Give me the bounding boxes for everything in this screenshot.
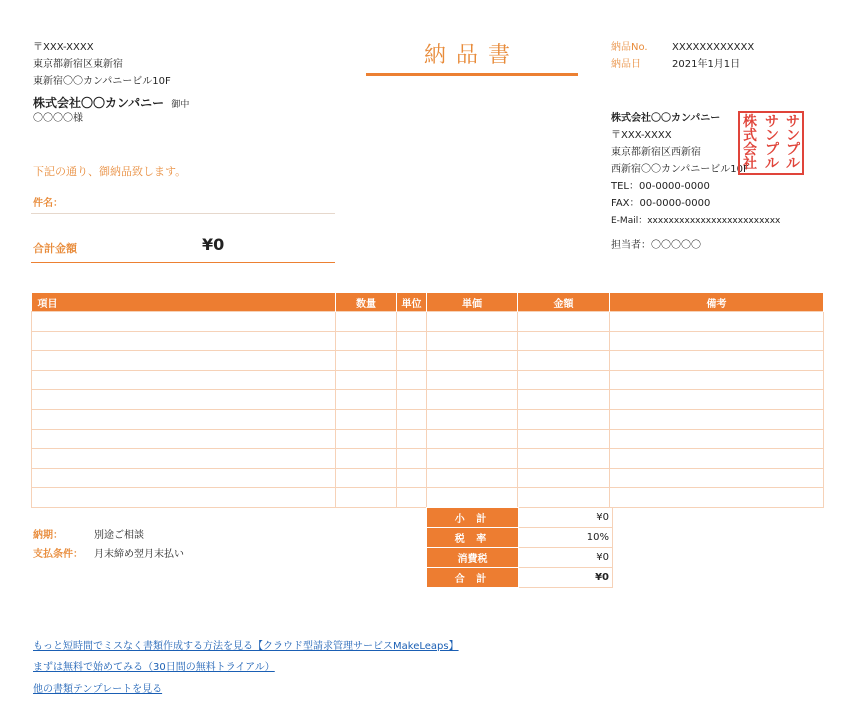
- header-item: 項目: [32, 293, 336, 312]
- table-cell: [397, 468, 427, 488]
- table-cell: [427, 312, 518, 332]
- table-cell: [336, 488, 397, 508]
- header-amount: 金額: [518, 293, 610, 312]
- table-cell: [336, 449, 397, 469]
- table-cell: [610, 390, 824, 410]
- table-cell: [518, 351, 610, 371]
- table-cell: [32, 468, 336, 488]
- table-cell: [32, 488, 336, 508]
- subject-divider: [31, 213, 335, 214]
- title-underline: [366, 73, 578, 76]
- sender-address1: 東京都新宿区西新宿: [611, 147, 701, 158]
- table-cell: [427, 429, 518, 449]
- table-cell: [427, 370, 518, 390]
- grand-total-label: 合 計: [427, 568, 519, 588]
- table-cell: [397, 370, 427, 390]
- sender-contact: 担当者：〇〇〇〇〇: [611, 240, 701, 251]
- recipient-postal: 〒XXX-XXXX: [33, 42, 94, 53]
- table-row: [32, 370, 824, 390]
- payment-term-label: 支払条件：: [33, 549, 83, 560]
- seal-col-3: 株 式 会 社: [743, 114, 757, 172]
- table-row: [32, 409, 824, 429]
- table-cell: [397, 409, 427, 429]
- sender-company: 株式会社〇〇カンパニー: [611, 113, 721, 124]
- sender-postal: 〒XXX-XXXX: [611, 130, 672, 141]
- header-unit: 単位: [397, 293, 427, 312]
- header-quantity: 数量: [336, 293, 397, 312]
- table-cell: [427, 331, 518, 351]
- table-cell: [518, 370, 610, 390]
- header-unit-price: 単価: [427, 293, 518, 312]
- recipient-address2: 東新宿〇〇カンパニービル10F: [33, 76, 171, 87]
- table-cell: [336, 331, 397, 351]
- delivery-date-value: 2021年1月1日: [672, 59, 741, 70]
- table-cell: [610, 409, 824, 429]
- subtotal-label: 小 計: [427, 508, 519, 528]
- table-cell: [518, 331, 610, 351]
- table-cell: [336, 312, 397, 332]
- table-cell: [336, 370, 397, 390]
- table-cell: [336, 351, 397, 371]
- table-row: [32, 429, 824, 449]
- other-templates-link[interactable]: 他の書類テンプレートを見る: [33, 684, 163, 695]
- delivery-term-value: 別途ご相談: [94, 530, 144, 541]
- table-cell: [32, 370, 336, 390]
- table-cell: [397, 390, 427, 410]
- intro-text: 下記の通り、御納品致します。: [33, 165, 187, 178]
- table-cell: [427, 390, 518, 410]
- table-cell: [518, 449, 610, 469]
- items-header-row: [32, 293, 824, 312]
- table-cell: [610, 468, 824, 488]
- header-remarks: 備考: [610, 293, 824, 312]
- table-cell: [610, 312, 824, 332]
- sender-tel: TEL：00-0000-0000: [611, 181, 710, 192]
- table-cell: [518, 409, 610, 429]
- table-cell: [336, 468, 397, 488]
- table-cell: [610, 351, 824, 371]
- total-label: 合計金額: [33, 242, 77, 255]
- table-cell: [518, 312, 610, 332]
- table-cell: [32, 429, 336, 449]
- table-row: [32, 488, 824, 508]
- table-cell: [427, 488, 518, 508]
- table-cell: [427, 468, 518, 488]
- makeleaps-link[interactable]: もっと短時間でミスなく書類作成する方法を見る【クラウド型請求管理サービスMakeLeaps】: [33, 641, 459, 652]
- table-row: [32, 312, 824, 332]
- table-cell: [32, 351, 336, 371]
- free-trial-link[interactable]: まずは無料で始めてみる（30日間の無料トライアル）: [33, 662, 275, 673]
- delivery-term-label: 納期：: [33, 530, 63, 541]
- table-cell: [427, 409, 518, 429]
- table-cell: [32, 449, 336, 469]
- tax-value: ¥0: [519, 548, 613, 568]
- subtotal-value: ¥0: [519, 508, 613, 528]
- seal-col-2: サ ン プ ル: [765, 114, 779, 172]
- table-cell: [427, 351, 518, 371]
- total-divider: [31, 262, 335, 263]
- subject-label: 件名：: [33, 198, 63, 209]
- delivery-date-label: 納品日: [611, 59, 641, 70]
- table-cell: [32, 390, 336, 410]
- delivery-no-label: 納品No.: [611, 42, 648, 53]
- delivery-no-value: XXXXXXXXXXXX: [672, 42, 755, 53]
- table-cell: [518, 468, 610, 488]
- table-cell: [610, 370, 824, 390]
- table-cell: [610, 331, 824, 351]
- recipient-honorific: 御中: [171, 100, 190, 110]
- table-cell: [610, 449, 824, 469]
- table-row: [32, 331, 824, 351]
- table-cell: [397, 351, 427, 371]
- table-row: [32, 351, 824, 371]
- table-cell: [610, 488, 824, 508]
- recipient-company: 株式会社〇〇カンパニー: [33, 96, 165, 110]
- table-cell: [397, 449, 427, 469]
- table-cell: [610, 429, 824, 449]
- items-table: [31, 293, 824, 508]
- table-cell: [427, 449, 518, 469]
- table-cell: [336, 429, 397, 449]
- table-row: [32, 468, 824, 488]
- company-seal-stamp: [738, 111, 804, 175]
- table-cell: [518, 429, 610, 449]
- table-cell: [336, 390, 397, 410]
- recipient-address1: 東京都新宿区東新宿: [33, 59, 123, 70]
- table-cell: [518, 488, 610, 508]
- table-cell: [32, 312, 336, 332]
- taxrate-row: [427, 528, 613, 548]
- table-row: [32, 390, 824, 410]
- grand-total-row: [427, 568, 613, 588]
- taxrate-value: 10%: [519, 528, 613, 548]
- tax-label: 消費税: [427, 548, 519, 568]
- table-cell: [32, 331, 336, 351]
- table-cell: [397, 488, 427, 508]
- taxrate-label: 税 率: [427, 528, 519, 548]
- document-title: 納品書: [423, 43, 520, 68]
- table-cell: [397, 429, 427, 449]
- sender-fax: FAX：00-0000-0000: [611, 198, 711, 209]
- subtotal-row: [427, 508, 613, 528]
- tax-row: [427, 548, 613, 568]
- grand-total-value: ¥0: [519, 568, 613, 588]
- table-cell: [518, 390, 610, 410]
- table-row: [32, 449, 824, 469]
- sender-email: E-Mail：xxxxxxxxxxxxxxxxxxxxxxxxx: [611, 216, 781, 226]
- table-cell: [397, 312, 427, 332]
- recipient-person: 〇〇〇〇様: [33, 113, 83, 124]
- table-cell: [336, 409, 397, 429]
- summary-table: [426, 507, 613, 588]
- table-cell: [32, 409, 336, 429]
- total-value: ¥0: [202, 235, 225, 254]
- seal-col-1: サ ン プ ル: [786, 114, 800, 172]
- table-cell: [397, 331, 427, 351]
- sender-address2: 西新宿〇〇カンパニービル10F: [611, 164, 749, 175]
- payment-term-value: 月末締め翌月末払い: [94, 549, 184, 560]
